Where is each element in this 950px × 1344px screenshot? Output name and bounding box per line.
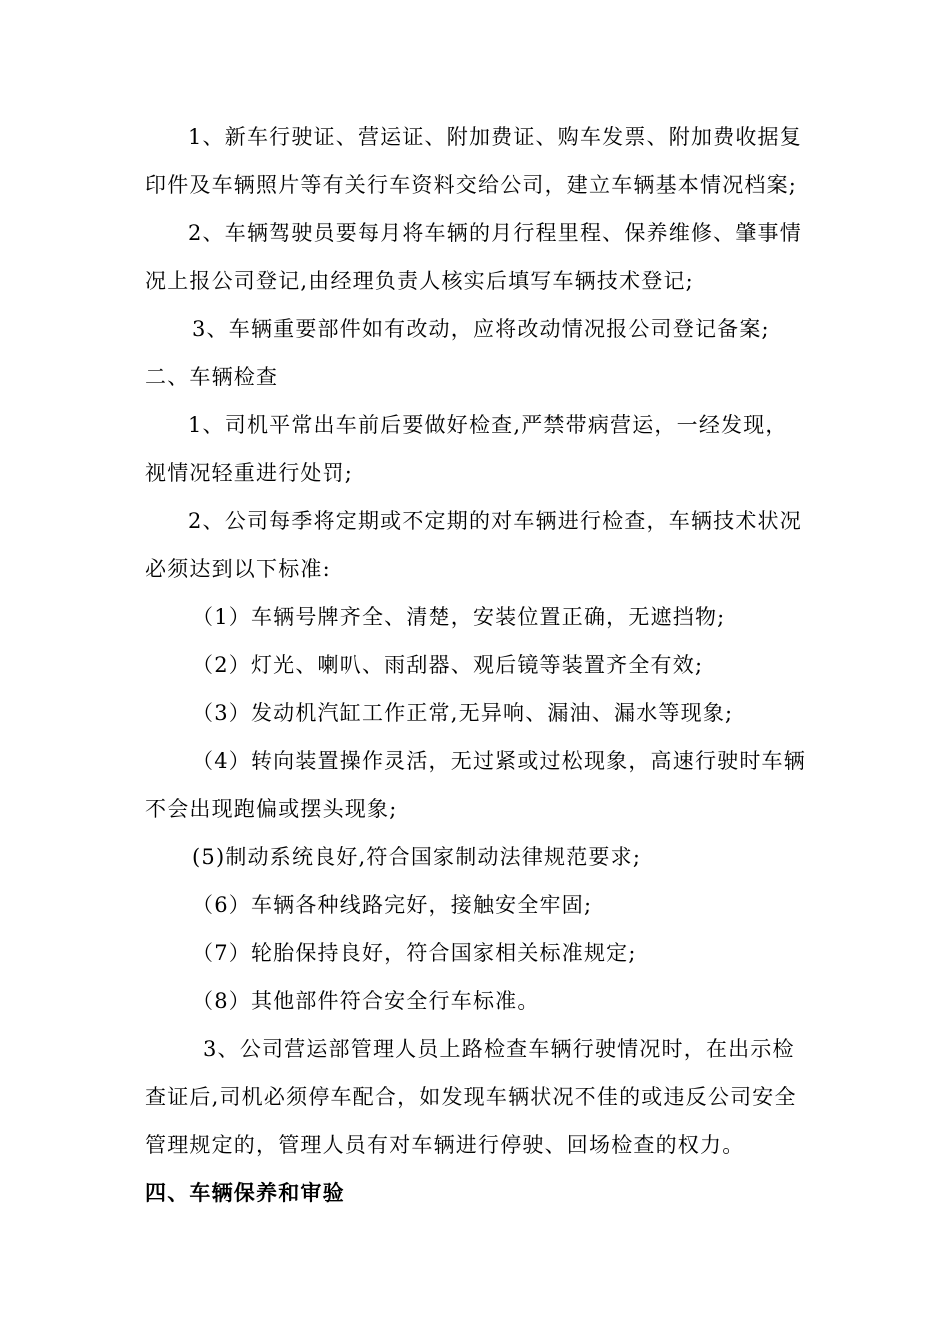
paragraph-line: 1、新车行驶证、营运证、附加费证、购车发票、附加费收据复	[188, 125, 802, 149]
paragraph-line: 视情况轻重进行处罚;	[145, 461, 354, 485]
list-item: （3）发动机汽缸工作正常,无异响、漏油、漏水等现象;	[192, 701, 734, 725]
list-item: （4）转向装置操作灵活，无过紧或过松现象，高速行驶时车辆	[192, 749, 806, 773]
paragraph-line: 1、司机平常出车前后要做好检查,严禁带病营运，一经发现，	[188, 413, 788, 437]
paragraph-line: 况上报公司登记,由经理负责人核实后填写车辆技术登记;	[145, 269, 694, 293]
paragraph-line: 2、车辆驾驶员要每月将车辆的月行程里程、保养维修、肇事情	[188, 221, 802, 245]
list-item: （2）灯光、喇叭、雨刮器、观后镜等装置齐全有效;	[192, 653, 704, 677]
paragraph-line: 必须达到以下标准:	[145, 557, 331, 581]
paragraph-line: 2、公司每季将定期或不定期的对车辆进行检查，车辆技术状况	[188, 509, 802, 533]
section-heading: 四、车辆保养和审验	[145, 1180, 345, 1205]
paragraph-line: 查证后,司机必须停车配合，如发现车辆状况不佳的或违反公司安全	[145, 1085, 797, 1109]
paragraph-line: 管理规定的，管理人员有对车辆进行停驶、回场检查的权力。	[145, 1133, 745, 1157]
list-item: （6）车辆各种线路完好，接触安全牢固;	[192, 893, 593, 917]
list-item: (5)制动系统良好,符合国家制动法律规范要求;	[192, 845, 642, 869]
list-item: （8）其他部件符合安全行车标准。	[192, 989, 540, 1013]
list-item: （1）车辆号牌齐全、清楚，安装位置正确，无遮挡物;	[192, 605, 726, 629]
list-item: （7）轮胎保持良好，符合国家相关标准规定;	[192, 941, 637, 965]
paragraph-line: 印件及车辆照片等有关行车资料交给公司，建立车辆基本情况档案;	[145, 173, 798, 197]
paragraph-line: 不会出现跑偏或摆头现象;	[145, 797, 398, 821]
section-heading: 二、车辆检查	[145, 365, 279, 389]
paragraph-line: 3、公司营运部管理人员上路检查车辆行驶情况时，在出示检	[203, 1037, 795, 1061]
paragraph-line: 3、车辆重要部件如有改动，应将改动情况报公司登记备案;	[192, 317, 770, 341]
